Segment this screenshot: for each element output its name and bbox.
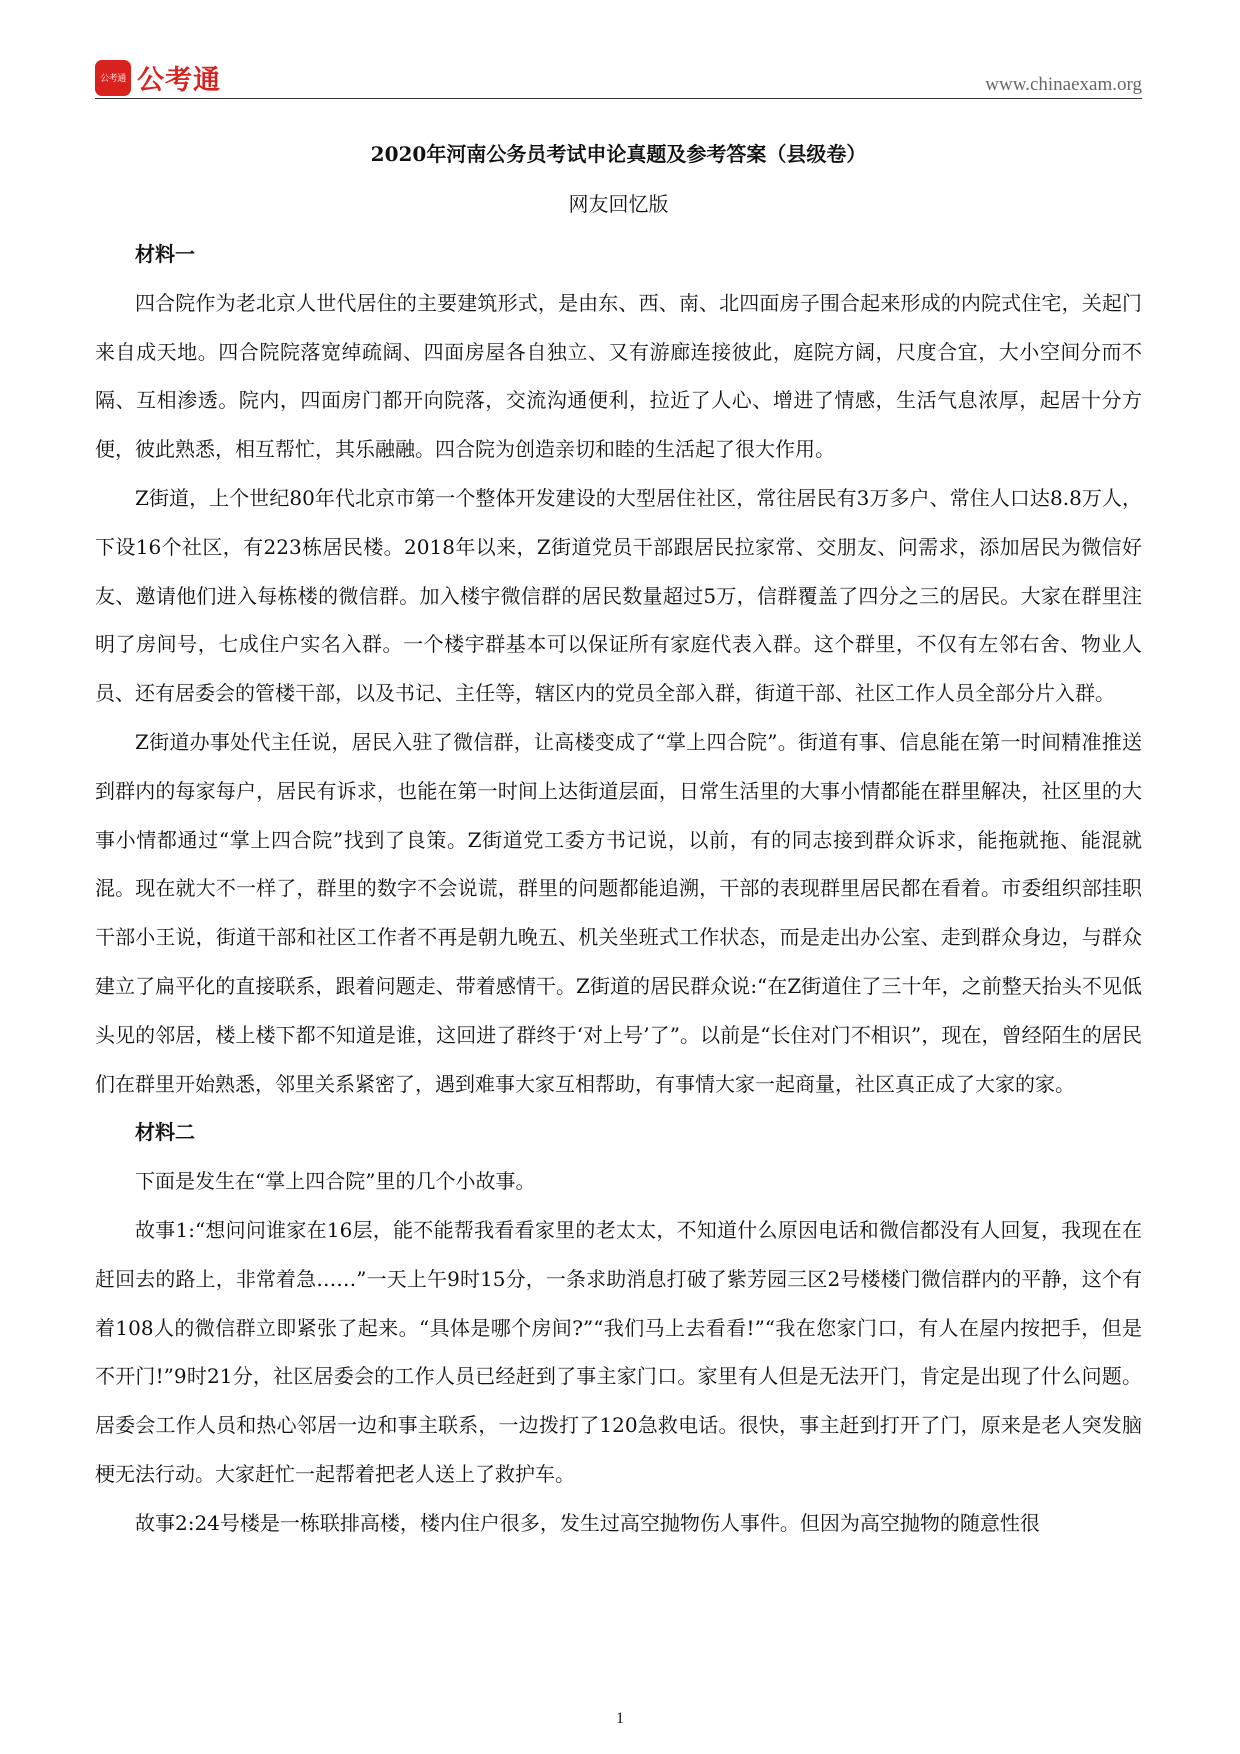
logo-text: 公考通 (137, 65, 221, 96)
page-number: 1 (616, 1710, 624, 1727)
document-title: 2020年河南公务员考试申论真题及参考答案（县级卷） (370, 142, 867, 166)
paragraph: Z街道办事处代主任说，居民入驻了微信群，让高楼变成了“掌上四合院”。街道有事、信息能在第一时间精准推送到群内的每家每户，居民有诉求，也能在第一时间上达街道层面，日常生活里的大事小情都能在群里解决，社区里的大事小情都通过“掌上四合院”找到了良策。Z街道党工委方书记说，以前，有的同志接到群众诉求，能拖就拖、能混就混。现在就大不一样了，群里的数字不会说谎，群里的问题都能追溯，干部的表现群里居民都在看着。市委组织部挂职干部小王说，街道干部和社区工作者不再是朝九晚五、机关坐班式工作状态，而是走出办公室、走到群众身边，与群众建立了扁平化的直接联系，跟着问题走、带着感情干。Z街道的居民群众说:“在Z街道住了三十年，之前整天抬头不见低头见的邻居，楼上楼下都不知道是谁，这回进了群终于‘对上号’了”。以前是“长住对门不相识”，现在，曾经陌生的居民们在群里开始熟悉，邻里关系紧密了，遇到难事大家互相帮助，有事情大家一起商量，社区真正成了大家的家。 (95, 729, 1142, 1096)
section-heading-material-1: 材料一 (135, 242, 195, 266)
document-body (95, 230, 1142, 1548)
section-heading-material-2: 材料二 (135, 1120, 195, 1145)
logo-badge-icon: 公考通 (95, 60, 131, 96)
paragraph: 四合院作为老北京人世代居住的主要建筑形式，是由东、西、南、北四面房子围合起来形成的内院式住宅，关起门来自成天地。四合院院落宽绰疏阔、四面房屋各自独立、又有游廊连接彼此，庭院方阔，尺度合宜，大小空间分而不隔、互相渗透。院内，四面房门都开向院落，交流沟通便利，拉近了人心、增进了情感，生活气息浓厚，起居十分方便，彼此熟悉，相互帮忙，其乐融融。四合院为创造亲切和睦的生活起了很大作用。 (95, 290, 1142, 462)
brand-logo[interactable] (95, 58, 221, 97)
paragraph: 故事1:“想问问谁家在16层，能不能帮我看看家里的老太太，不知道什么原因电话和微信都没有人回复，我现在在赶回去的路上，非常着急……”一天上午9时15分，一条求助消息打破了紫芳园三区2号楼楼门微信群内的平静，这个有着108人的微信群立即紧张了起来。“具体是哪个房间?”“我们马上去看看!”“我在您家门口，有人在屋内按把手，但是不开门!”9时21分，社区居委会的工作人员已经赶到了事主家门口。家里有人但是无法开门，肯定是出现了什么问题。居委会工作人员和热心邻居一边和事主联系，一边拨打了120急救电话。很快，事主赶到打开了门，原来是老人突发脑梗无法行动。大家赶忙一起帮着把老人送上了救护车。 (95, 1217, 1142, 1486)
paragraph: Z街道，上个世纪80年代北京市第一个整体开发建设的大型居住社区，常往居民有3万多户、常住人口达8.8万人，下设16个社区，有223栋居民楼。2018年以来，Z街道党员干部跟居民拉家常、交朋友、问需求，添加居民为微信好友、邀请他们进入每栋楼的微信群。加入楼宇微信群的居民数量超过5万，信群覆盖了四分之三的居民。大家在群里注明了房间号，七成住户实名入群。一个楼宇群基本可以保证所有家庭代表入群。这个群里，不仅有左邻右舍、物业人员、还有居委会的管楼干部，以及书记、主任等，辖区内的党员全部入群，街道干部、社区工作人员全部分片入群。 (95, 485, 1142, 706)
paragraph: 下面是发生在“掌上四合院”里的几个小故事。 (135, 1169, 536, 1194)
site-url-link[interactable]: www.chinaexam.org (985, 74, 1142, 95)
paragraph: 故事2:24号楼是一栋联排高楼，楼内住户很多，发生过高空抛物伤人事件。但因为高空抛物的随意性很 (135, 1510, 1040, 1535)
page-header (95, 52, 1142, 99)
document-subtitle: 网友回忆版 (568, 192, 669, 216)
